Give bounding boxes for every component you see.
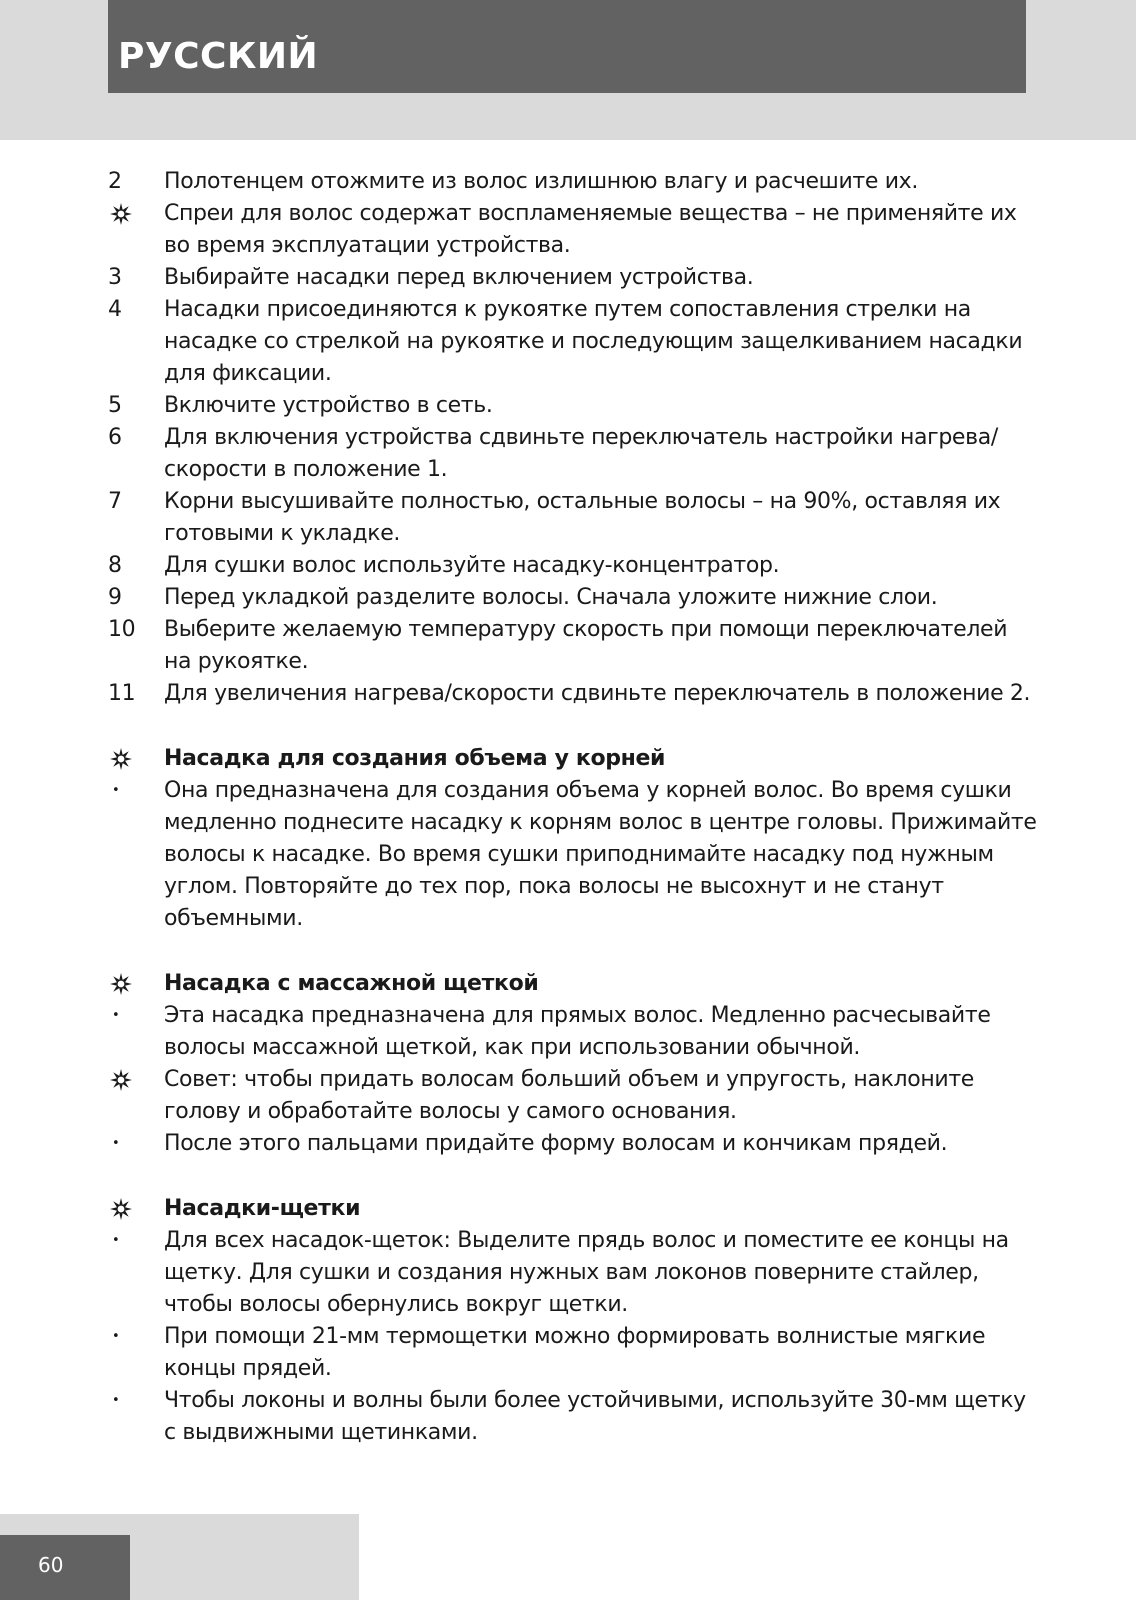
- step-number: 8: [108, 553, 122, 578]
- list-item: [108, 1128, 1038, 1160]
- bullet-text: Чтобы локоны и волны были более устойчивыми, используйте 30-мм щетку с выдвижными щетинками.: [164, 1388, 1026, 1445]
- list-item: [108, 294, 1038, 390]
- bullet-icon: •: [112, 783, 120, 798]
- step-text: Полотенцем отожмите из волос излишнюю влагу и расчешите их.: [164, 169, 918, 194]
- section-heading: [108, 968, 1038, 1000]
- step-text: Насадки присоединяются к рукоятке путем сопоставления стрелки на насадке со стрелкой на рукоятке и последующим защелкиванием насадки для фиксации.: [164, 297, 1023, 386]
- step-text: Выбирайте насадки перед включением устройства.: [164, 265, 754, 290]
- list-item: [108, 775, 1038, 935]
- star-burst-icon: [108, 968, 164, 1000]
- section-title: Насадка с массажной щеткой: [164, 971, 539, 996]
- step-text: Выберите желаемую температуру скорость при помощи переключателей на рукоятке.: [164, 617, 1008, 674]
- bullet-icon: •: [112, 1136, 120, 1151]
- star-burst-icon: [108, 198, 164, 230]
- list-item: [108, 1385, 1038, 1449]
- list-item: [108, 422, 1038, 486]
- step-number: 5: [108, 393, 122, 418]
- step-number: 9: [108, 585, 122, 610]
- list-item: [108, 262, 1038, 294]
- warning-text: Спреи для волос содержат воспламеняемые вещества – не применяйте их во время эксплуатации устройства.: [164, 201, 1017, 258]
- section-heading: [108, 743, 1038, 775]
- header-title-box: [108, 0, 1026, 93]
- list-item: [108, 390, 1038, 422]
- bullet-icon: •: [112, 1393, 120, 1408]
- bullet-text: Для всех насадок-щеток: Выделите прядь волос и поместите ее концы на щетку. Для сушки и создания нужных вам локонов поверните стайлер, чтобы волосы обернулись вокруг щетки.: [164, 1228, 1009, 1317]
- step-number: 11: [108, 681, 136, 706]
- step-text: Для увеличения нагрева/скорости сдвиньте переключатель в положение 2.: [164, 681, 1031, 706]
- list-item: [108, 1000, 1038, 1064]
- list-item: [108, 166, 1038, 198]
- step-text: Перед укладкой разделите волосы. Сначала уложите нижние слои.: [164, 585, 938, 610]
- step-number: 7: [108, 489, 122, 514]
- step-number: 10: [108, 617, 136, 642]
- list-item: [108, 678, 1038, 710]
- list-item: [108, 550, 1038, 582]
- bullet-text: После этого пальцами придайте форму волосам и кончикам прядей.: [164, 1131, 948, 1156]
- section-title: Насадки-щетки: [164, 1196, 361, 1221]
- section-title: Насадка для создания объема у корней: [164, 746, 666, 771]
- list-item: [108, 582, 1038, 614]
- page-title: РУССКИЙ: [118, 36, 319, 77]
- list-item: [108, 614, 1038, 678]
- section-heading: [108, 1193, 1038, 1225]
- bullet-icon: •: [112, 1008, 120, 1023]
- bullet-text: Она предназначена для создания объема у корней волос. Во время сушки медленно поднесите насадку к корням волос в центре головы. Прижимайте волосы к насадке. Во время сушки приподнимайте насадку под нужным углом. Повторяйте до тех пор, пока волосы не высохнут и не станут объемными.: [164, 778, 1037, 931]
- star-burst-icon: [108, 743, 164, 775]
- bullet-icon: •: [112, 1233, 120, 1248]
- star-burst-icon: [108, 1193, 164, 1225]
- bullet-icon: •: [112, 1329, 120, 1344]
- star-burst-icon: [108, 1064, 164, 1096]
- page-number-box: [0, 1535, 130, 1600]
- header-band: [0, 0, 1136, 140]
- page-number: 60: [38, 1553, 64, 1577]
- document-body: [108, 166, 1038, 1449]
- step-number: 3: [108, 265, 122, 290]
- step-text: Для включения устройства сдвиньте переключатель настройки нагрева/скорости в положение 1.: [164, 425, 998, 482]
- step-text: Корни высушивайте полностью, остальные волосы – на 90%, оставляя их готовыми к укладке.: [164, 489, 1001, 546]
- step-number: 6: [108, 425, 122, 450]
- list-item: [108, 1321, 1038, 1385]
- bullet-text: При помощи 21-мм термощетки можно формировать волнистые мягкие концы прядей.: [164, 1324, 986, 1381]
- step-number: 2: [108, 169, 122, 194]
- tip-text: Совет: чтобы придать волосам больший объем и упругость, наклоните голову и обработайте волосы у самого основания.: [164, 1067, 974, 1124]
- list-item: [108, 1064, 1038, 1128]
- step-number: 4: [108, 297, 122, 322]
- list-item: [108, 486, 1038, 550]
- list-item: [108, 1225, 1038, 1321]
- list-item: [108, 198, 1038, 262]
- step-text: Для сушки волос используйте насадку-концентратор.: [164, 553, 780, 578]
- bullet-text: Эта насадка предназначена для прямых волос. Медленно расчесывайте волосы массажной щеткой, как при использовании обычной.: [164, 1003, 991, 1060]
- step-text: Включите устройство в сеть.: [164, 393, 493, 418]
